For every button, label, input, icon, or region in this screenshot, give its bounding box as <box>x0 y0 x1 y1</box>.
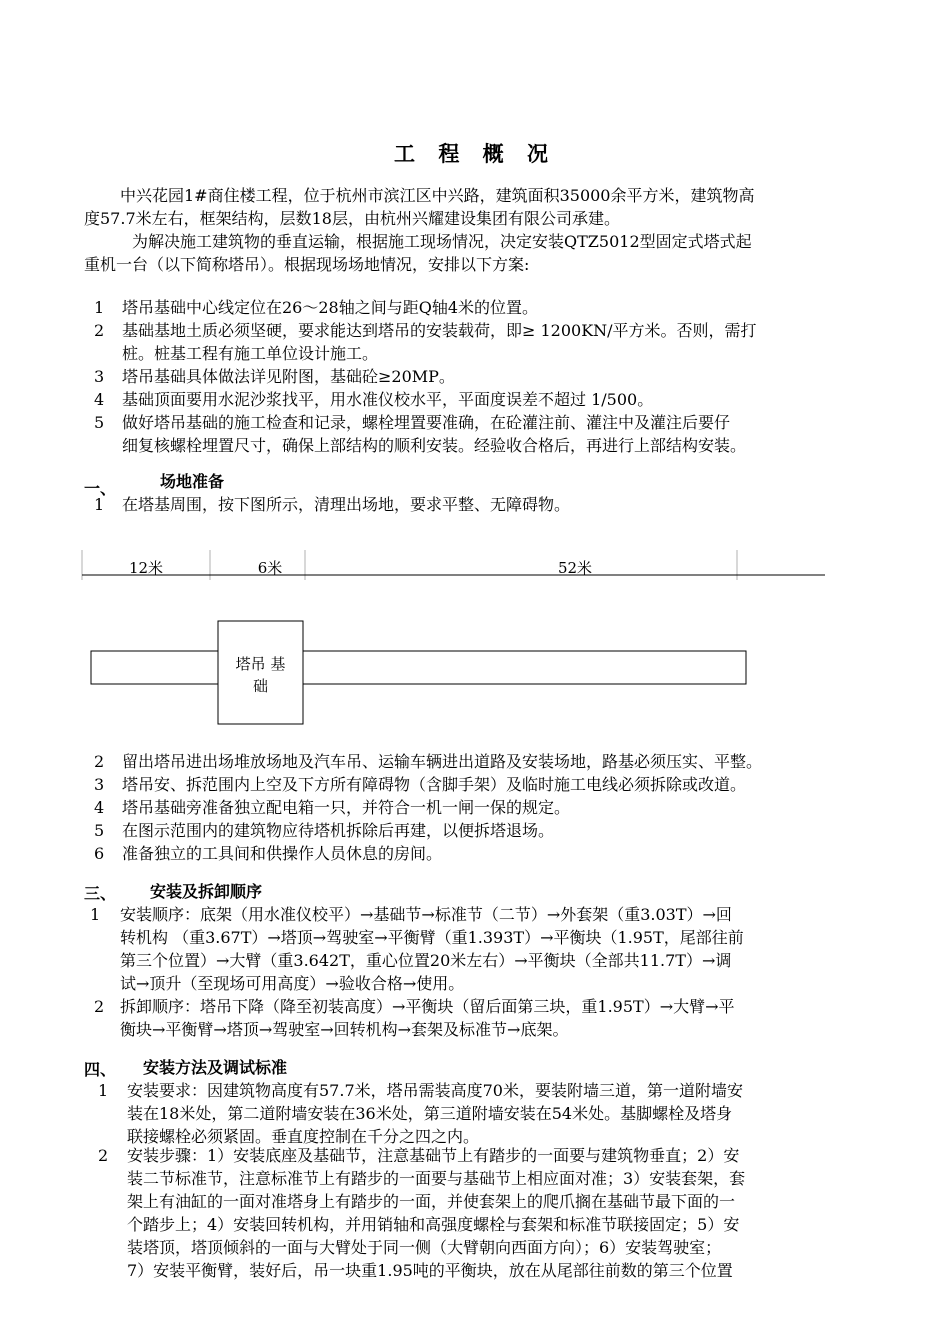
site-clearance-strip <box>91 651 746 684</box>
section-item-text: 在图示范围内的建筑物应待塔机拆除后再建，以便拆塔退场。 <box>122 821 555 840</box>
plan-item-number: 5 <box>94 413 105 432</box>
section-item-text: 第三个位置）→大臂（重3.642T，重心位置20米左右）→平衡块（全部共11.7T）→调 <box>120 951 732 970</box>
foundation-label: 塔吊 基 <box>235 655 286 673</box>
section-item-text: 安装步骤：1）安装底座及基础节，注意基础节上有踏步的一面要与建筑物垂直；2）安 <box>127 1146 740 1165</box>
section-item-number: 3 <box>94 775 105 794</box>
plan-item-text: 基础顶面要用水泥沙浆找平，用水准仪校水平，平面度误差不超过 1/500。 <box>122 390 654 409</box>
plan-item-text: 塔吊基础中心线定位在26～28轴之间与距Q轴4米的位置。 <box>122 298 539 317</box>
section-heading: 场地准备 <box>160 472 225 491</box>
plan-item-text: 做好塔吊基础的施工检查和记录，螺栓埋置要准确，在砼灌注前、灌注中及灌注后要仔 <box>122 413 731 432</box>
section-item-number: 1 <box>94 495 105 514</box>
foundation-label: 础 <box>252 677 268 695</box>
section-item-text: 转机构 （重3.67T）→塔顶→驾驶室→平衡臂（重1.393T）→平衡块（1.95T，尾部往前 <box>120 928 744 947</box>
section-item-number: 2 <box>94 752 105 771</box>
section-item-text: 准备独立的工具间和供操作人员休息的房间。 <box>122 844 443 863</box>
section-item-text: 装在18米处，第二道附墙安装在36米处，第三道附墙安装在54米处。基脚螺栓及塔身 <box>127 1104 733 1123</box>
section-item-text: 安装要求：因建筑物高度有57.7米，塔吊需装高度70米，要装附墙三道，第一道附墙安 <box>127 1081 743 1100</box>
plan-item-text: 细复核螺栓埋置尺寸，确保上部结构的顺利安装。经验收合格后，再进行上部结构安装。 <box>122 436 747 455</box>
plan-item-text: 基础基地土质必须坚硬，要求能达到塔吊的安装载荷，即≥ 1200KN/平方米。否则，需打 <box>122 321 757 340</box>
section-item-text: 留出塔吊进出场堆放场地及汽车吊、运输车辆进出道路及安装场地，路基必须压实、平整。 <box>122 752 763 771</box>
intro-p2-line1: 为解决施工建筑物的垂直运输，根据施工现场情况，决定安装QTZ5012型固定式塔式起 <box>132 232 752 251</box>
section-item-text: 衡块→平衡臂→塔顶→驾驶室→回转机构→套架及标准节→底架。 <box>120 1020 569 1039</box>
dimension-label-12m: 12米 <box>128 559 164 577</box>
section-item-text: 在塔基周围，按下图所示，清理出场地，要求平整、无障碍物。 <box>122 495 571 514</box>
section-item-number: 4 <box>94 798 105 817</box>
section-item-number: 5 <box>94 821 105 840</box>
dimension-label-6m: 6米 <box>257 559 283 577</box>
section-number: 四、 <box>84 1060 117 1079</box>
dimension-label-52m: 52米 <box>557 559 593 577</box>
section-item-number: 2 <box>98 1146 109 1165</box>
section-item-number: 1 <box>98 1081 109 1100</box>
section-heading: 安装及拆卸顺序 <box>150 882 263 901</box>
section-item-text: 塔吊安、拆范围内上空及下方所有障碍物（含脚手架）及临时施工电线必须拆除或改道。 <box>122 775 747 794</box>
page-title: 工 程 概 况 <box>394 142 556 166</box>
plan-item-text: 桩。桩基工程有施工单位设计施工。 <box>122 344 379 363</box>
section-item-text: 安装顺序：底架（用水准仪校平）→基础节→标准节（二节）→外套架（重3.03T）→回 <box>120 905 732 924</box>
section-item-text: 塔吊基础旁准备独立配电箱一只，并符合一机一闸一保的规定。 <box>122 798 571 817</box>
section-item-text: 拆卸顺序：塔吊下降（降至初装高度）→平衡块（留后面第三块，重1.95T）→大臂→平 <box>120 997 735 1016</box>
section-item-text: 装二节标准节，注意标准节上有踏步的一面要与基础节上相应面对准；3）安装套架，套 <box>127 1169 746 1188</box>
section-item-number: 2 <box>94 997 105 1016</box>
section-number: 一、 <box>84 479 117 498</box>
intro-p1-line2: 度57.7米左右，框架结构，层数18层，由杭州兴耀建设集团有限公司承建。 <box>84 209 620 228</box>
plan-item-number: 1 <box>94 298 105 317</box>
section-item-number: 6 <box>94 844 105 863</box>
section-item-text: 个踏步上；4）安装回转机构，并用销轴和高强度螺栓与套架和标准节联接固定；5）安 <box>127 1215 740 1234</box>
plan-item-number: 4 <box>94 390 105 409</box>
plan-item-text: 塔吊基础具体做法详见附图，基础砼≥20MP。 <box>122 367 455 386</box>
section-item-text: 7）安装平衡臂，装好后，吊一块重1.95吨的平衡块，放在从尾部往前数的第三个位置 <box>127 1261 733 1280</box>
section-item-text: 架上有油缸的一面对准塔身上有踏步的一面，并使套架上的爬爪搁在基础节最下面的一 <box>127 1192 736 1211</box>
plan-item-number: 2 <box>94 321 105 340</box>
section-item-text: 联接螺栓必须紧固。垂直度控制在千分之四之内。 <box>127 1127 480 1146</box>
section-heading: 安装方法及调试标准 <box>143 1058 288 1077</box>
plan-item-number: 3 <box>94 367 105 386</box>
section-number: 三、 <box>84 884 117 903</box>
section-item-text: 试→顶升（至现场可用高度）→验收合格→使用。 <box>120 974 465 993</box>
section-item-number: 1 <box>90 905 101 924</box>
intro-p2-line2: 重机一台（以下简称塔吊）。根据现场场地情况，安排以下方案: <box>84 255 530 274</box>
intro-p1-line1: 中兴花园1#商住楼工程，位于杭州市滨江区中兴路，建筑面积35000余平方米，建筑物高 <box>120 186 755 205</box>
section-item-text: 装塔顶，塔顶倾斜的一面与大臂处于同一侧（大臂朝向西面方向）；6）安装驾驶室； <box>127 1238 722 1257</box>
